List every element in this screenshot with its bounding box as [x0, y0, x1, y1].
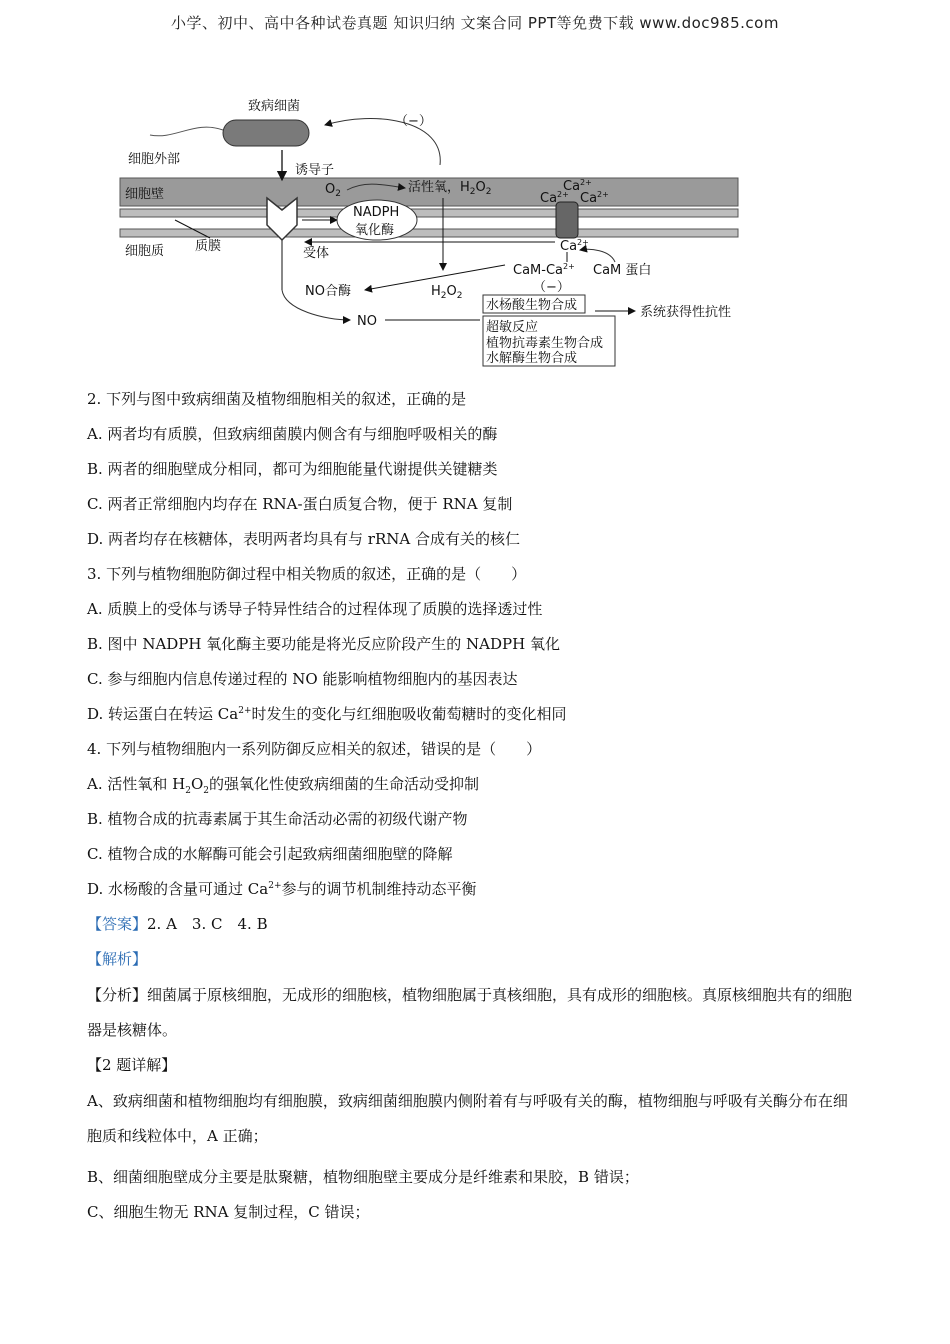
detail-title: 【2 题详解】 [87, 1056, 177, 1074]
answer-line: 【答案】2. A 3. C 4. B [87, 915, 268, 933]
membrane-band-bottom [120, 229, 738, 237]
no-label: NO [357, 314, 377, 329]
svg-text:植物抗毒素生物合成: 植物抗毒素生物合成 [486, 336, 604, 351]
q2-option-d: D. 两者均存在核糖体，表明两者均具有与 rRNA 合成有关的核仁 [87, 530, 520, 548]
q3-option-b: B. 图中 NADPH 氧化酶主要功能是将光反应阶段产生的 NADPH 氧化 [87, 635, 560, 653]
bacterium-shape [223, 120, 309, 146]
detail-b: B、细菌细胞壁成分主要是肽聚糖，植物细胞壁主要成分是纤维素和果胶，B 错误； [87, 1168, 639, 1186]
q4-option-c: C. 植物合成的水解酶可能会引起致病细菌细胞壁的降解 [87, 845, 453, 863]
q4-option-a: A. 活性氧和 $H_2O_2$的强氧化性使致病细菌的生命活动受抑制 [87, 775, 480, 796]
svg-text:（−）: （−） [533, 280, 570, 295]
svg-text:氧化酶: 氧化酶 [355, 223, 395, 238]
bacterium-label: 致病细菌 [248, 99, 301, 114]
flagellum [150, 127, 223, 136]
analysis-text: 【分析】细菌属于原核细胞，无成形的细胞核，植物细胞属于真核细胞，具有成形的细胞核。真原核细胞共有的细胞器是核糖体。 [87, 986, 853, 1039]
q3-stem: 3. 下列与植物细胞防御过程中相关物质的叙述，正确的是（ ） [87, 565, 527, 583]
svg-text:O2: $O_2$ [325, 182, 341, 199]
no-synthase-label: NO合酶 [305, 284, 351, 299]
sar-label: 系统获得性抗性 [640, 305, 732, 320]
membrane-label: 质膜 [195, 239, 222, 254]
analysis-tag: 【解析】 [87, 950, 148, 968]
sa-label: 水杨酸生物合成 [486, 298, 578, 313]
q3-option-d: D. 转运蛋白在转运 $Ca^{2+}$时发生的变化与红细胞吸收葡萄糖时的变化相同 [87, 705, 567, 723]
h2o2-label: $H_2O_2$ [431, 284, 463, 301]
svg-text:Ca2+: $Ca^{2+}$ [580, 190, 609, 206]
membrane-band-top [120, 209, 738, 217]
q3-option-c: C. 参与细胞内信息传递过程的 NO 能影响植物细胞内的基因表达 [87, 670, 518, 688]
minus-label: （−） [395, 114, 432, 129]
inducer-label: 诱导子 [295, 163, 335, 178]
svg-text:Ca2+: $Ca^{2+}$ [540, 190, 569, 206]
svg-text:Ca2+: $Ca^{2+}$ [560, 238, 589, 254]
plant-defense-diagram [115, 90, 755, 375]
wall-label: 细胞壁 [125, 187, 165, 202]
cytoplasm-label: 细胞质 [125, 244, 165, 259]
detail-a: A、致病细菌和植物细胞均有细胞膜，致病细菌细胞膜内侧附着有与呼吸有关的酶，植物细胞与呼吸有关酶分布在细胞质和线粒体中，A 正确； [87, 1092, 848, 1145]
svg-text:水解酶生物合成: 水解酶生物合成 [486, 351, 578, 366]
svg-text:Ca2+: $Ca^{2+}$ [563, 178, 592, 194]
detail-c: C、细胞生物无 RNA 复制过程，C 错误； [87, 1203, 370, 1221]
q2-stem: 2. 下列与图中致病细菌及植物细胞相关的叙述，正确的是 [87, 390, 467, 408]
q4-option-b: B. 植物合成的抗毒素属于其生命活动必需的初级代谢产物 [87, 810, 468, 828]
q2-option-a: A. 两者均有质膜，但致病细菌膜内侧含有与细胞呼吸相关的酶 [87, 425, 498, 443]
ca-channel [556, 202, 578, 238]
q4-option-d: D. 水杨酸的含量可通过 $Ca^{2+}$参与的调节机制维持动态平衡 [87, 880, 477, 898]
q2-option-b: B. 两者的细胞壁成分相同，都可为细胞能量代谢提供关键糖类 [87, 460, 498, 478]
q4-stem: 4. 下列与植物细胞内一系列防御反应相关的叙述，错误的是（ ） [87, 740, 542, 758]
ros-label: 活性氧，$H_2O_2$ [408, 180, 492, 197]
cam-label: CaM 蛋白 [593, 263, 652, 278]
q3-option-a: A. 质膜上的受体与诱导子特异性结合的过程体现了质膜的选择透过性 [87, 600, 543, 618]
cam-ca-label: CaM-$Ca^{2+}$ [513, 262, 575, 278]
q2-option-c: C. 两者正常细胞内均存在 RNA-蛋白质复合物，便于 RNA 复制 [87, 495, 513, 513]
outside-label: 细胞外部 [128, 152, 181, 167]
svg-text:超敏反应: 超敏反应 [486, 320, 539, 335]
receptor-label: 受体 [303, 246, 330, 261]
page-header: 小学、初中、高中各种试卷真题 知识归纳 文案合同 PPT等免费下载 www.doc985.com [171, 14, 779, 32]
svg-text:NADPH: NADPH [353, 205, 400, 220]
